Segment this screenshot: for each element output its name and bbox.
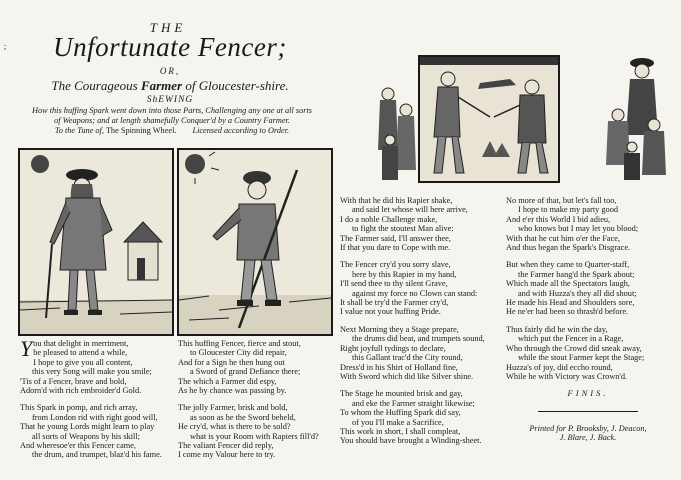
verse-line: With that he cut him o'er the Face, xyxy=(506,233,621,243)
woodcut-gentleman xyxy=(18,148,174,336)
verse-line: This huffing Fencer, fierce and stout, xyxy=(178,339,301,348)
verse-line: The which a Farmer did espy, xyxy=(178,376,277,386)
stanza-3 xyxy=(340,325,500,381)
tune-line xyxy=(18,126,326,135)
verse-line: As he by chance was passing by. xyxy=(178,386,287,396)
verse-line: With that he did his Rapier shake, xyxy=(340,196,453,205)
verse-line: It shall be try'd the Farmer cry'd, xyxy=(340,298,449,308)
verse-line: and eke the Farmer straight likewise; xyxy=(352,398,475,408)
verse-line: the drum, and trumpet, blaz'd his fame. xyxy=(32,450,162,460)
verse-line: That he young Lords might learn to play xyxy=(20,422,155,432)
verse-line: ou that delight in merriment, xyxy=(33,339,129,348)
description-line-2: of Weapons; and at length shamefully Conquer'd by a Country Farmer. xyxy=(54,115,290,125)
verse-line: Which made all the Spectators laugh, xyxy=(506,279,630,289)
stanza-2 xyxy=(506,260,670,316)
verse-line: And e'er this World I bid adieu, xyxy=(506,214,611,224)
verse-line: I value not your huffing Pride. xyxy=(340,307,441,317)
stanza-1 xyxy=(178,339,336,395)
verse-line: all sorts of Weapons by his skill; xyxy=(32,431,140,441)
woodcut-duel-illustration xyxy=(420,57,558,181)
verse-line: The Fencer cry'd you sorry slave, xyxy=(340,260,451,270)
verse-line: from London rid with right good will, xyxy=(32,412,158,422)
verse-line: I do a noble Challenge make, xyxy=(340,214,438,224)
verse-line: and said let whose will here arrive, xyxy=(352,205,468,215)
verse-line: and with Huzza's they all did shout; xyxy=(518,288,637,298)
verse-line: I hope to make my party good xyxy=(518,205,619,215)
verse-line: And for a Sign he then hung out xyxy=(178,357,285,367)
tune-name: The Spinning Wheel. xyxy=(103,126,177,135)
description xyxy=(18,106,326,125)
woodcut-crowd-left-illustration xyxy=(376,80,416,180)
verse-line: as soon as he the Sword beheld, xyxy=(190,412,296,422)
verse-line: while the stout Farmer kept the Stage; xyxy=(518,353,645,363)
verse-line: The Stage he mounted brisk and gay, xyxy=(340,389,463,399)
title-the: THE xyxy=(149,20,187,35)
imprint xyxy=(506,424,670,443)
shewing-label: ShEWING xyxy=(146,95,194,105)
tune-label: To the Tune of, xyxy=(54,126,104,135)
stanza-2 xyxy=(178,403,336,459)
verse-line: To whom the Huffing Spark did say, xyxy=(340,408,461,418)
verse-line: I hope to give you all content, xyxy=(33,357,133,367)
column-2 xyxy=(178,339,336,468)
verse-line: who knows but I may let you blood; xyxy=(518,224,639,234)
verse-line: which put the Fencer in a Rage, xyxy=(518,334,624,344)
verse-line: Thus fairly did he win the day, xyxy=(506,324,608,334)
woodcut-crowd-left xyxy=(376,80,416,180)
woodcut-crowd-right-illustration xyxy=(600,55,668,180)
imprint-line-2: J. Blare, J. Back. xyxy=(559,433,617,443)
verse-line: You should have brought a Winding-sheet. xyxy=(340,436,482,446)
verse-line: The Farmer said, I'll answer thee, xyxy=(340,233,451,243)
verse-line: And thus began the Spark's Disgrace. xyxy=(506,243,631,253)
verse-line: this very Song will make you smile; xyxy=(32,367,152,377)
verse-line: While he with Victory was Crown'd. xyxy=(506,371,628,381)
verse-line: I come my Valour here to try. xyxy=(178,450,276,460)
verse-line: This work in short, I shall compleat, xyxy=(340,426,461,436)
verse-line: this Gallant trac'd the City round, xyxy=(352,353,463,363)
verse-line: The valiant Fencer did reply, xyxy=(178,441,274,451)
verse-line: 'Tis of a Fencer, brave and bold, xyxy=(20,376,127,386)
drop-cap: Y xyxy=(20,336,33,361)
verse-line: be pleased to attend a while, xyxy=(33,348,128,358)
finis: FINIS. xyxy=(567,388,609,399)
subtitle xyxy=(10,78,330,94)
stanza-2 xyxy=(340,260,500,316)
verse-line: This Spark in pomp, and rich array, xyxy=(20,403,138,413)
description-line-1: How this huffing Spark went down into those Parts, Challenging any one at all sorts xyxy=(31,106,313,115)
verse-line: He made his Head and Shoulders sore, xyxy=(506,298,635,308)
verse-line: Next Morning they a Stage prepare, xyxy=(340,324,459,334)
title-or: OR, xyxy=(159,66,181,76)
stanza-3 xyxy=(506,325,670,381)
verse-line: And wheresoe'er this Fencer came, xyxy=(20,441,136,451)
verse-line: But when they came to Quarter-staff, xyxy=(506,260,630,270)
stanza-1 xyxy=(340,196,500,252)
column-1 xyxy=(20,336,178,468)
woodcut-farmer-illustration xyxy=(179,150,331,334)
verse-line: Adorn'd with rich embroider'd Gold. xyxy=(20,386,142,396)
woodcut-farmer xyxy=(177,148,333,336)
verse-line: He cry'd, what is there to be sold? xyxy=(178,422,291,432)
stanza-2 xyxy=(20,403,178,459)
verse-line: a Sword of grand Defiance there; xyxy=(190,367,301,377)
verse-line: the drums did beat, and trumpets sound, xyxy=(352,334,485,344)
stanza-4 xyxy=(340,389,500,445)
verse-line: I'll send thee to thy silent Grave, xyxy=(340,279,448,289)
divider xyxy=(538,411,638,412)
woodcut-duel xyxy=(418,55,560,183)
verse-line: Huzza's of joy, did eccho round, xyxy=(506,362,613,372)
page-title: Unfortunate Fencer; xyxy=(53,32,287,62)
subtitle-part-a: The Courageous xyxy=(51,78,141,93)
margin-mark: ; xyxy=(4,42,7,51)
stanza-1 xyxy=(506,196,670,252)
imprint-line-1: Printed for P. Brooksby, J. Deacon, xyxy=(529,423,647,433)
column-3 xyxy=(340,196,500,454)
licence-text: Licensed according to Order. xyxy=(192,126,290,135)
verse-line: against my force no Clown can stand: xyxy=(352,288,478,298)
verse-line: of you I'll make a Sacrifice, xyxy=(352,417,444,427)
verse-line: the Farmer bang'd the Spark about; xyxy=(518,269,635,279)
verse-line: to fight the stoutest Man alive: xyxy=(352,224,454,234)
stanza-1 xyxy=(20,336,178,396)
verse-line: Who through the Crowd did sneak away, xyxy=(506,343,642,353)
verse-line: here by this Rapier in my hand, xyxy=(352,269,457,279)
subtitle-farmer: Farmer xyxy=(140,78,183,93)
verse-line: Right joyfull tydings to declare, xyxy=(340,343,446,353)
subtitle-part-c: of Gloucester-shire. xyxy=(182,78,289,93)
woodcut-crowd-right xyxy=(600,55,668,180)
verse-line: The jolly Farmer, brisk and bold, xyxy=(178,403,288,413)
verse-line: No more of that, but let's fall too, xyxy=(506,196,617,205)
column-4 xyxy=(506,196,670,443)
verse-line: With Sword which did like Silver shine. xyxy=(340,371,474,381)
verse-line: to Gloucester City did repair, xyxy=(190,348,287,358)
verse-line: what is your Room with Rapiers fill'd? xyxy=(190,431,319,441)
woodcut-gentleman-illustration xyxy=(20,150,172,334)
verse-line: He ne'er had been so thrash'd before. xyxy=(506,307,629,317)
verse-line: Dress'd in his Shirt of Holland fine, xyxy=(340,362,458,372)
verse-line: If that you dare to Cope with me. xyxy=(340,243,451,253)
